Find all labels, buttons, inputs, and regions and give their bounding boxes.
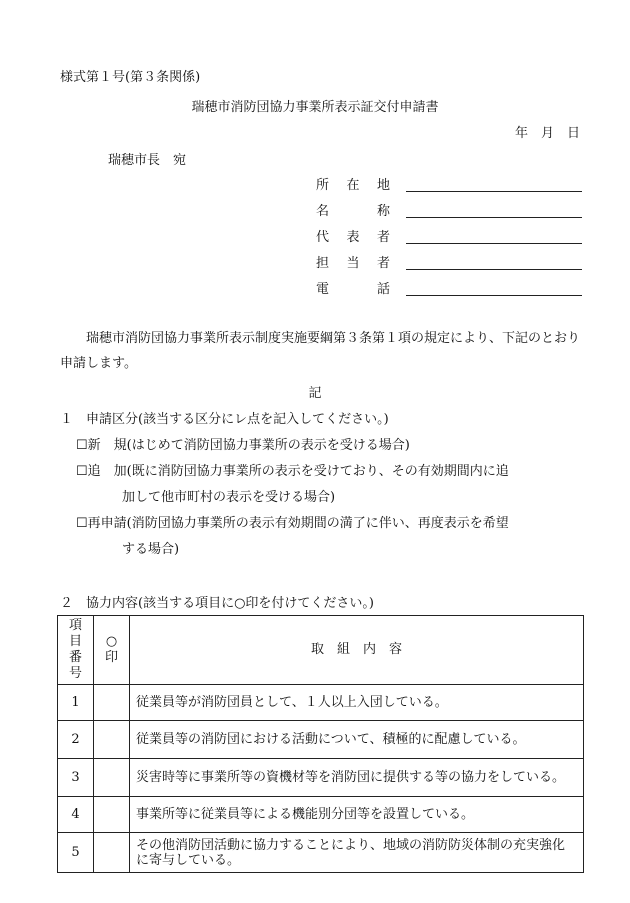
row-content: 従業員等が消防団員として、１人以上入団している。 — [130, 685, 584, 721]
table-row — [58, 833, 584, 873]
addressee: 瑞穂市長 宛 — [108, 153, 187, 168]
address-line — [406, 190, 582, 192]
date-field: 年 月 日 — [514, 126, 580, 141]
name-label: 名称 — [316, 204, 390, 219]
checkbox-additional[interactable]: ☐ — [76, 464, 88, 479]
table-row — [58, 685, 584, 721]
representative-field[interactable] — [316, 226, 586, 246]
request-paragraph — [60, 326, 580, 376]
table-row — [58, 759, 584, 797]
option-new[interactable] — [76, 434, 410, 453]
mark-cell[interactable] — [94, 797, 130, 833]
header-mark: ○印 — [94, 616, 130, 685]
row-number: 5 — [58, 833, 94, 873]
ki-marker: 記 — [308, 386, 322, 401]
section1-heading: １ 申請区分(該当する区分にレ点を記入してください。) — [60, 412, 389, 427]
mark-cell[interactable] — [94, 833, 130, 873]
table-header-row — [58, 616, 584, 685]
row-number: 3 — [58, 759, 94, 797]
mark-cell[interactable] — [94, 685, 130, 721]
row-number: 1 — [58, 685, 94, 721]
address-field[interactable] — [316, 174, 586, 194]
table-row — [58, 797, 584, 833]
option-reapply-label: 再申請(消防団協力事業所の表示有効期間の満了に伴い、再度表示を希望 — [87, 516, 509, 531]
address-label: 所在地 — [316, 178, 390, 193]
row-content: その他消防団活動に協力することにより、地域の消防防災体制の充実強化に寄与している。 — [130, 833, 584, 873]
option-new-label: 新 規(はじめて消防団協力事業所の表示を受ける場合) — [87, 438, 410, 453]
option-reapply[interactable] — [76, 512, 509, 531]
name-field[interactable] — [316, 200, 586, 220]
phone-line — [406, 294, 582, 296]
table-row — [58, 721, 584, 759]
mark-cell[interactable] — [94, 721, 130, 759]
contact-person-line — [406, 268, 582, 270]
option-additional-cont: 加して他市町村の表示を受ける場合) — [122, 490, 336, 505]
row-number: 4 — [58, 797, 94, 833]
row-number: 2 — [58, 721, 94, 759]
option-reapply-cont: する場合) — [122, 542, 180, 557]
row-content: 事業所等に従業員等による機能別分団等を設置している。 — [130, 797, 584, 833]
phone-label: 電話 — [316, 282, 390, 297]
representative-label: 代表者 — [316, 230, 390, 245]
section2-heading: ２ 協力内容(該当する項目に○印を付けてください。) — [60, 596, 374, 611]
phone-field[interactable] — [316, 278, 586, 298]
name-line — [406, 216, 582, 218]
mark-cell[interactable] — [94, 759, 130, 797]
form-number: 様式第１号(第３条関係) — [60, 70, 201, 85]
header-item-number: 項目 番号 — [58, 616, 94, 685]
row-content: 災害時等に事業所等の資機材等を消防団に提供する等の協力をしている。 — [130, 759, 584, 797]
contact-person-field[interactable] — [316, 252, 586, 272]
cooperation-table — [57, 615, 584, 873]
row-content: 従業員等の消防団における活動について、積極的に配慮している。 — [130, 721, 584, 759]
document-title: 瑞穂市消防団協力事業所表示証交付申請書 — [191, 100, 439, 115]
paragraph-text: 瑞穂市消防団協力事業所表示制度実施要綱第３条第１項の規定により、下記のとおり申請します。 — [60, 331, 581, 371]
checkbox-new[interactable]: ☐ — [76, 438, 88, 453]
option-additional-label: 追 加(既に消防団協力事業所の表示を受けており、その有効期間内に追 — [87, 464, 509, 479]
representative-line — [406, 242, 582, 244]
header-content: 取 組 内 容 — [130, 616, 584, 685]
checkbox-reapply[interactable]: ☐ — [76, 516, 88, 531]
contact-person-label: 担当者 — [316, 256, 390, 271]
option-additional[interactable] — [76, 460, 509, 479]
